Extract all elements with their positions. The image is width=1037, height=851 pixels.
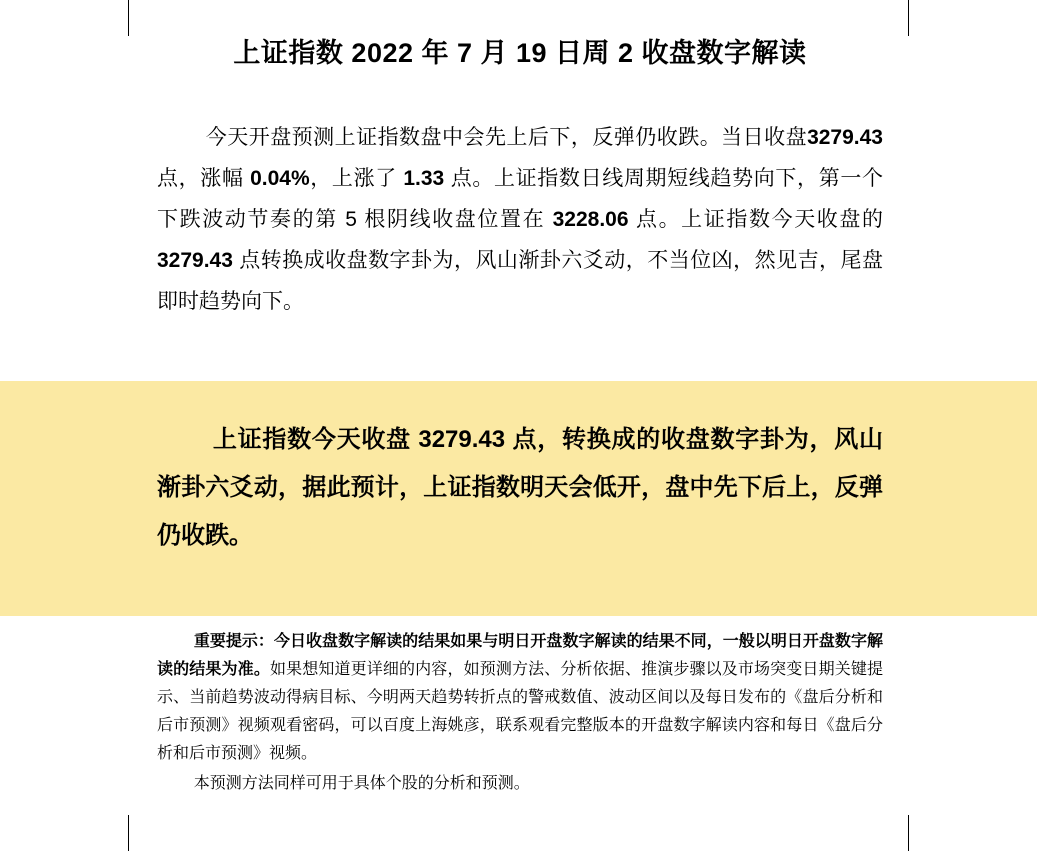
close-value-repeat: 3279.43 [157,248,233,272]
footer-notes [157,628,883,798]
important-label: 重要提示： [193,633,274,650]
crop-mark-bottom-right-vertical [908,815,909,851]
change-percent-value: 0.04% [250,166,310,190]
footer-paragraph-2-text: 本预测方法同样可用于具体个股的分析和预测。 [193,775,530,792]
change-points-value: 1.33 [403,166,445,190]
highlight-conclusion-text: 上证指数今天收盘 3279.43 点，转换成的收盘数字卦为，风山渐卦六爻动，据此预计，上证指数明天会低开，盘中先下后上，反弹仍收跌。 [157,426,883,549]
intro-text-4: 点。上证指数日线周期短线趋势向下，第一个下跌波动节奏的第 5 根阴线收盘位置在 [157,166,883,231]
footer-paragraph-1 [157,628,883,768]
footer-rest-text: 如果想知道更详细的内容，如预测方法、分析依据、推演步骤以及市场突变日期关键提示、当前趋势波动得病目标、今明两天趋势转折点的警戒数值、波动区间以及每日发布的《盘后分析和后市预测》视频观看密码，可以百度上海姚彦，联系观看完整版本的开盘数字解读内容和每日《盘后分析和后市预测》视频。 [157,661,883,762]
highlight-conclusion [157,416,883,560]
intro-text-1: 今天开盘预测上证指数盘中会先上后下，反弹仍收跌。当日收盘 [205,126,808,149]
intro-text-6: 点转换成收盘数字卦为，风山渐卦六爻动，不当位凶，然见吉，尾盘即时趋势向下。 [157,248,883,313]
support-level-value: 3228.06 [552,207,629,231]
footer-bold-text: 今日收盘数字解读的结果如果与明日开盘数字解读的结果不同，一般以明日开盘数字解读的结果为准。 [157,633,883,678]
close-value: 3279.43 [807,126,883,149]
intro-text-3: ，上涨了 [309,166,404,190]
footer-paragraph-2 [157,770,883,798]
intro-paragraph [157,118,883,323]
page-title: 上证指数 2022 年 7 月 19 日周 2 收盘数字解读 [233,38,807,68]
intro-text-2: 点，涨幅 [157,166,251,190]
crop-mark-bottom-left-vertical [128,815,129,851]
crop-mark-top-left-vertical [128,0,129,36]
crop-mark-top-right-vertical [908,0,909,36]
intro-text-5: 点。上证指数今天收盘的 [628,207,883,231]
